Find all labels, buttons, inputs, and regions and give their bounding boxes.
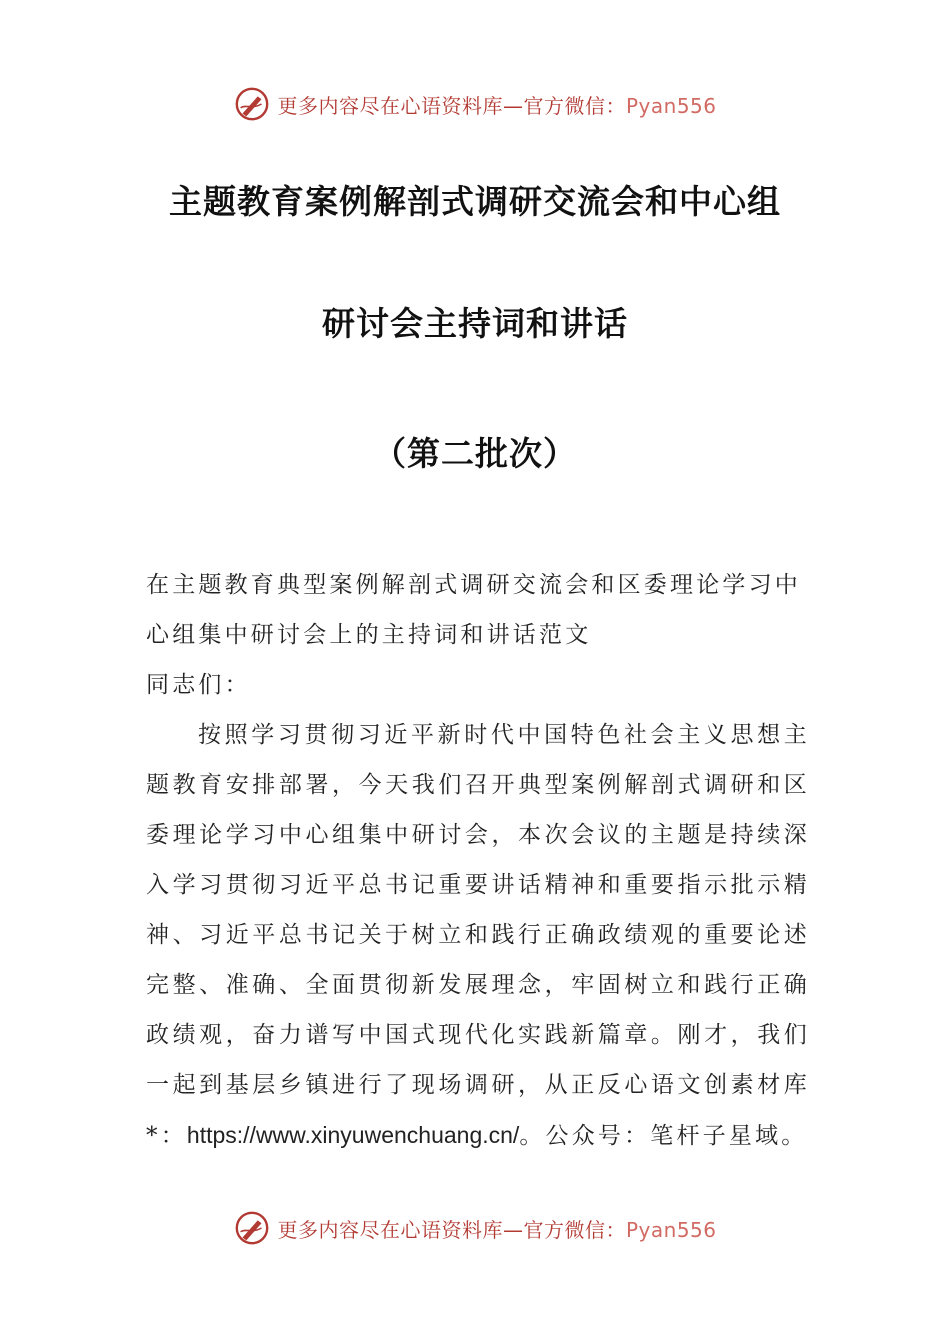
banner-text — [277, 90, 716, 119]
document-title-line-1: 主题教育案例解剖式调研交流会和中心组 — [169, 182, 781, 221]
banner-text — [277, 1214, 716, 1243]
header-watermark-banner — [0, 82, 950, 126]
salutation: 同志们： — [146, 672, 251, 698]
source-url-link[interactable]: https://www.xinyuwenchuang.cn/ — [186, 1122, 520, 1148]
paragraph-content — [146, 710, 810, 1161]
banner-wechat-id: Pyan556 — [625, 1217, 717, 1242]
banner-wechat-id: Pyan556 — [625, 93, 717, 118]
pen-circle-icon — [233, 85, 271, 123]
banner-label: 更多内容尽在心语资料库—官方微信： — [277, 93, 626, 118]
banner-label: 更多内容尽在心语资料库—官方微信： — [277, 1217, 626, 1242]
footer-watermark-banner — [0, 1206, 950, 1250]
body-paragraph — [146, 710, 810, 1161]
document-title-line-3: （第二批次） — [373, 434, 577, 473]
document-subheading: 在主题教育典型案例解剖式调研交流会和区委理论学习中心组集中研讨会上的主持词和讲话范文 — [146, 572, 801, 648]
document-title-line-2: 研讨会主持词和讲话 — [322, 304, 628, 343]
paragraph-tail: 。公众号：笔杆子星域。 — [519, 1123, 808, 1149]
paragraph-text: 按照学习贯彻习近平新时代中国特色社会主义思想主题教育安排部署，今天我们召开典型案例解剖式调研和区委理论学习中心组集中研讨会，本次会议的主题是持续深入学习贯彻习近平总书记重要讲话精神和重要指示批示精神、习近平总书记关于树立和践行正确政绩观的重要论述完整、准确、全面贯彻新发展理念，牢固树立和践行正确政绩观，奋力谱写中国式现代化实践新篇章。刚才，我们一起到基层乡镇进行了现场调研，从正反心语文创素材库*： — [146, 722, 810, 1149]
pen-circle-icon — [233, 1209, 271, 1247]
